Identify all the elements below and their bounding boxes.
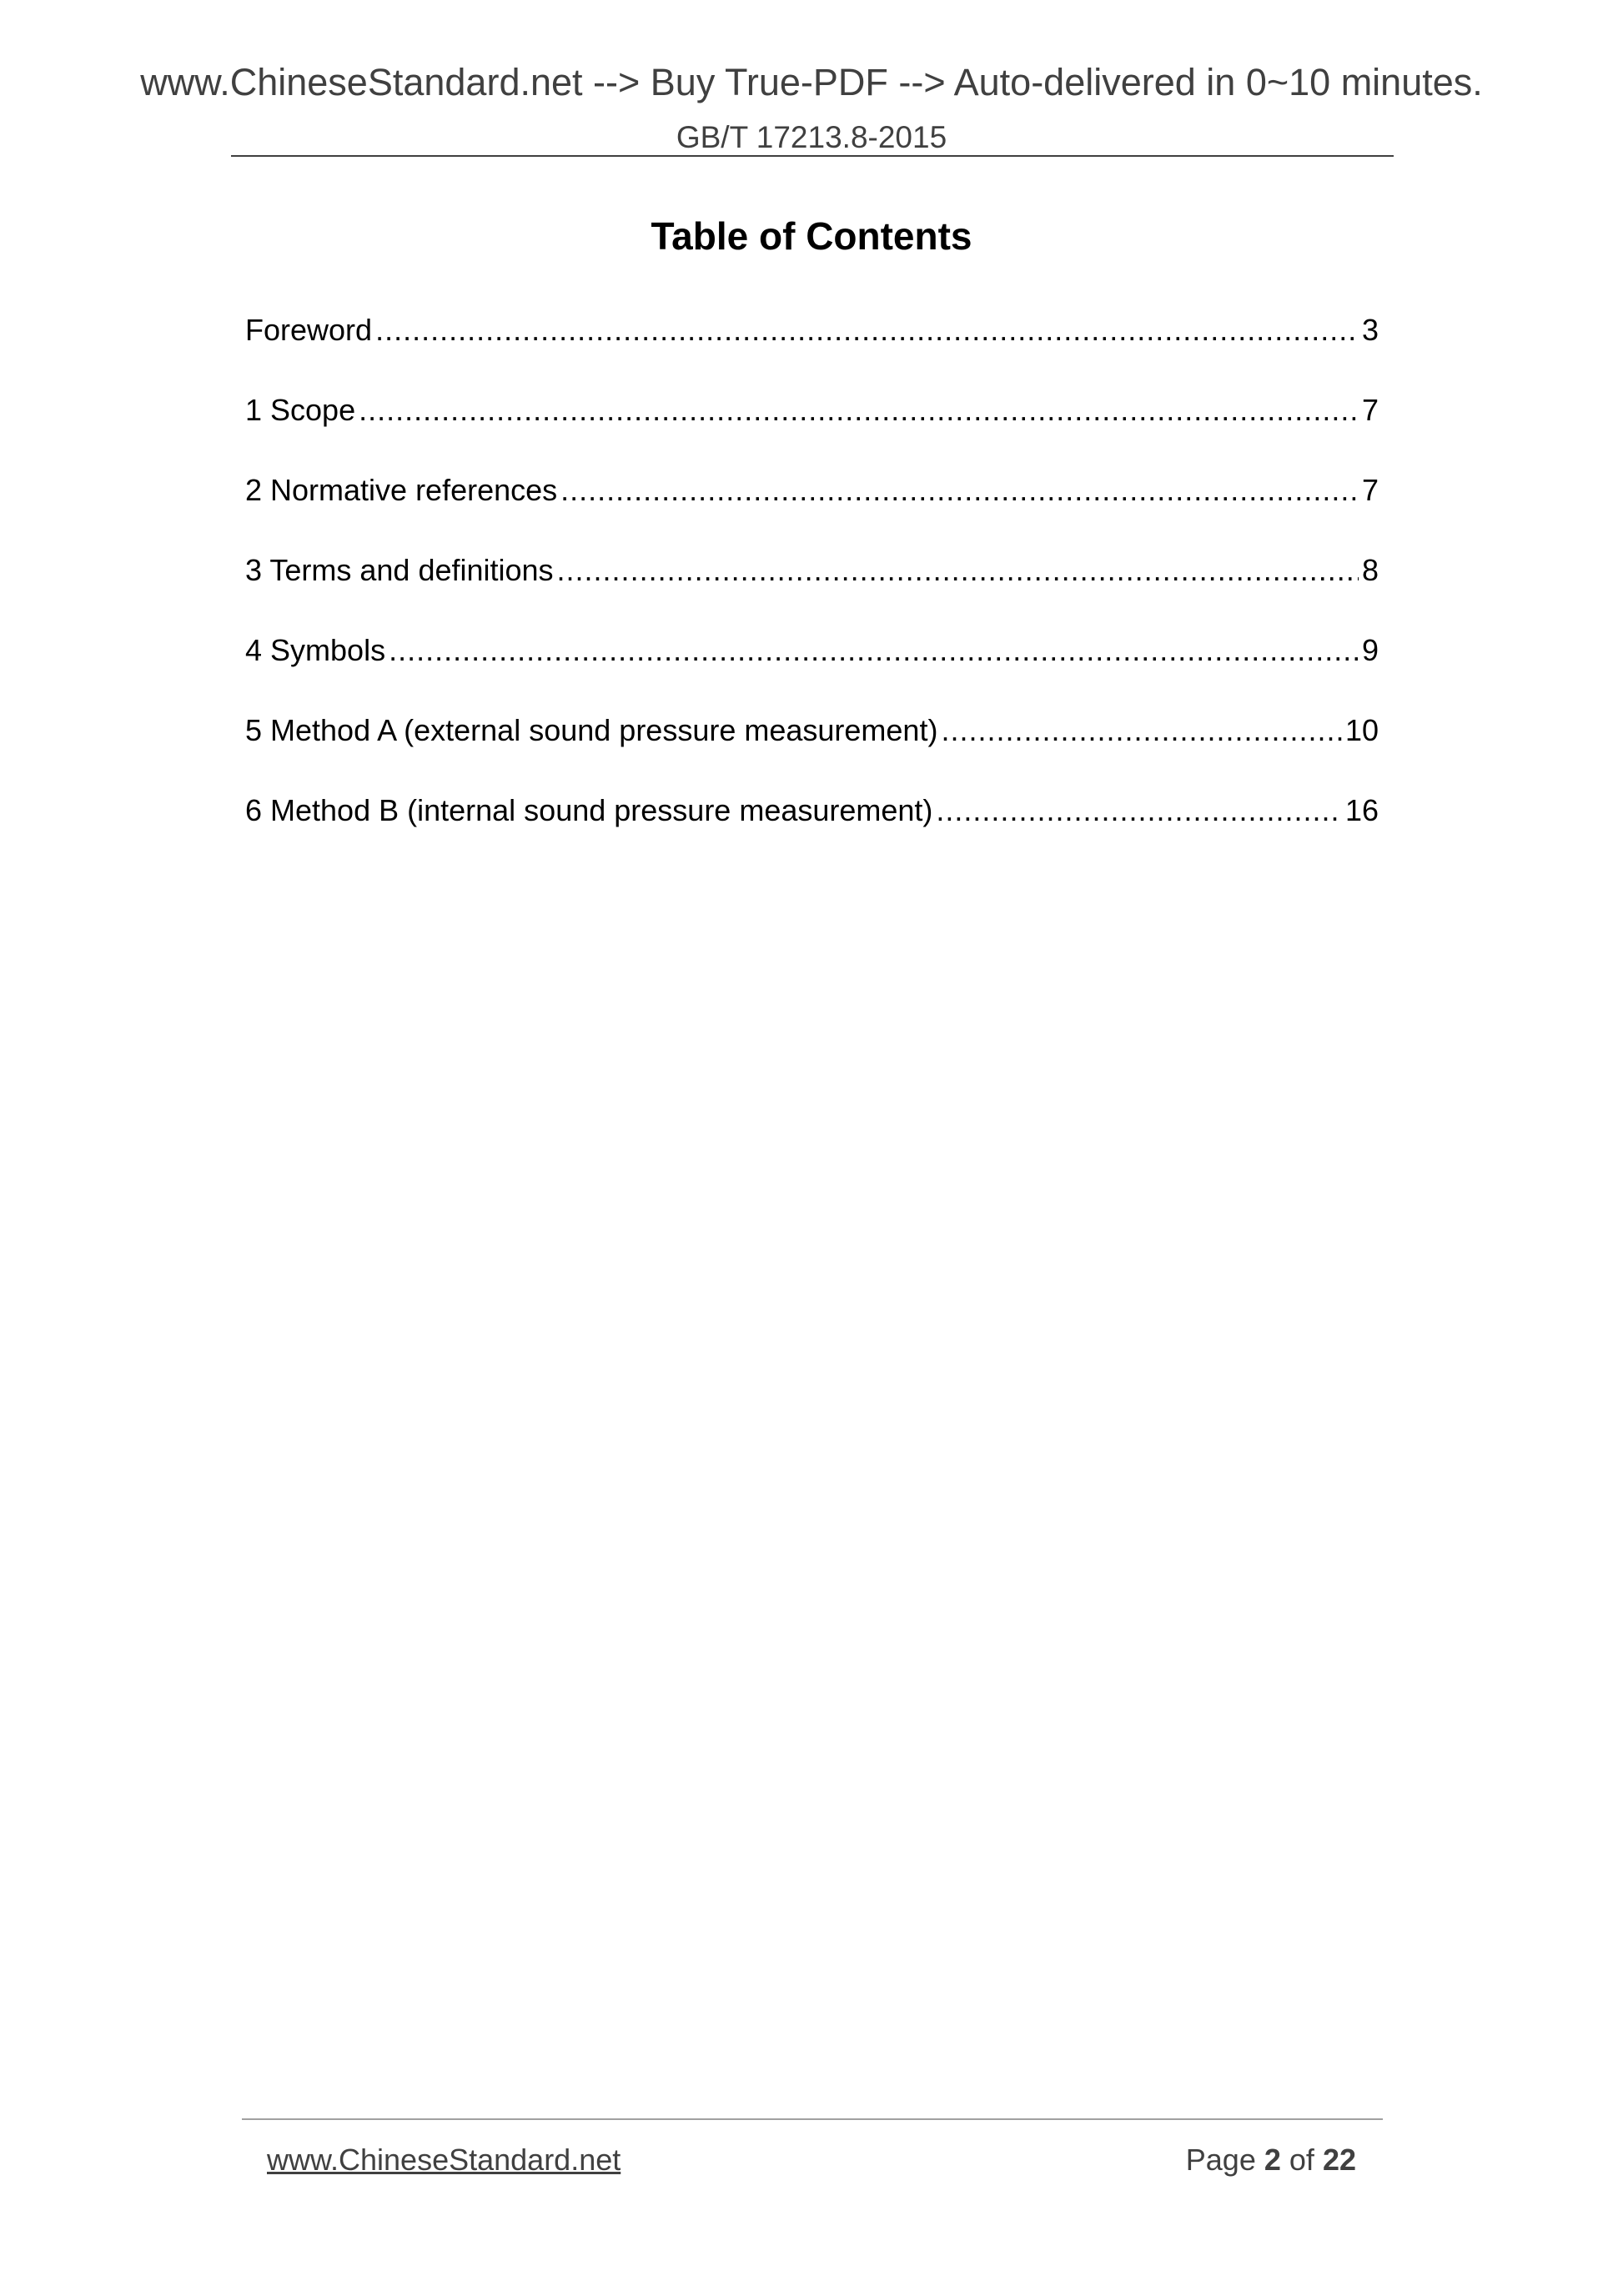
toc-entry-page: 16 <box>1344 793 1379 827</box>
header-divider <box>231 155 1394 157</box>
toc-entry-label: Foreword <box>245 313 373 347</box>
toc-entry-normative-references[interactable] <box>245 467 1379 514</box>
toc-entry-label: 3 Terms and definitions <box>245 553 554 587</box>
toc-entry-label: 5 Method A (external sound pressure measurement) <box>245 713 938 747</box>
page-current: 2 <box>1264 2143 1281 2177</box>
standard-id: GB/T 17213.8-2015 <box>676 120 947 154</box>
footer-divider <box>242 2118 1383 2120</box>
toc-entry-label: 6 Method B (internal sound pressure measurement) <box>245 793 933 827</box>
toc-entry-method-a[interactable] <box>245 707 1379 754</box>
toc-leader-dots <box>560 467 1359 514</box>
toc-entry-page: 10 <box>1344 713 1379 747</box>
header-banner: www.ChineseStandard.net --> Buy True-PDF --> Auto-delivered in 0~10 minutes. <box>140 61 1483 103</box>
toc-entry-method-b[interactable] <box>245 787 1379 834</box>
toc-entry-page: 3 <box>1361 313 1379 347</box>
page-prefix: Page <box>1185 2143 1256 2177</box>
toc-leader-dots <box>389 627 1359 674</box>
toc-entry-page: 9 <box>1361 633 1379 667</box>
toc-entry-foreword[interactable] <box>245 307 1379 354</box>
toc-entry-label: 4 Symbols <box>245 633 386 667</box>
toc-entry-scope[interactable] <box>245 387 1379 434</box>
toc-entry-label: 2 Normative references <box>245 473 558 507</box>
toc-title: Table of Contents <box>651 214 972 258</box>
toc-leader-dots <box>941 707 1342 754</box>
toc-leader-dots <box>375 307 1359 354</box>
toc-entry-label: 1 Scope <box>245 393 356 427</box>
toc-entry-page: 8 <box>1361 553 1379 587</box>
toc-leader-dots <box>359 387 1359 434</box>
toc-entry-symbols[interactable] <box>245 627 1379 674</box>
toc-entry-terms-definitions[interactable] <box>245 547 1379 594</box>
toc-entry-page: 7 <box>1361 393 1379 427</box>
page-of: of <box>1289 2143 1314 2177</box>
footer-site-link[interactable]: www.ChineseStandard.net <box>267 2143 621 2177</box>
toc-entry-page: 7 <box>1361 473 1379 507</box>
page-total: 22 <box>1322 2143 1356 2177</box>
toc-leader-dots <box>936 787 1342 834</box>
toc-leader-dots <box>557 547 1359 594</box>
page-number <box>1186 2142 1356 2178</box>
